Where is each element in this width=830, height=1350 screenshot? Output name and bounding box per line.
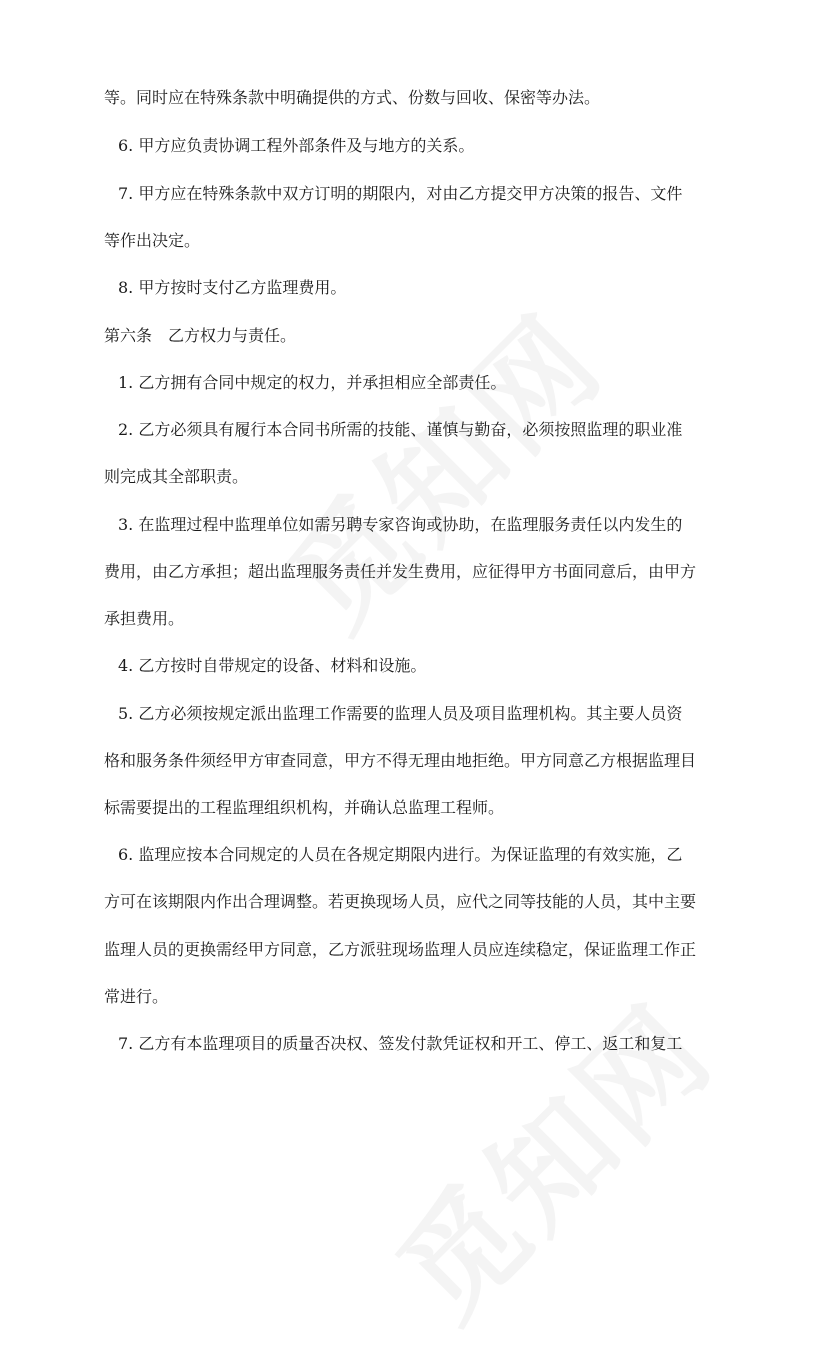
- paragraph-line: 1. 乙方拥有合同中规定的权力，并承担相应全部责任。: [118, 373, 507, 392]
- paragraph-line: 5. 乙方必须按规定派出监理工作需要的监理人员及项目监理机构。其主要人员资: [118, 704, 683, 723]
- paragraph-line: 常进行。: [104, 987, 169, 1006]
- paragraph-line: 则完成其全部职责。: [104, 467, 249, 486]
- paragraph-line: 6. 甲方应负责协调工程外部条件及与地方的关系。: [118, 136, 475, 155]
- paragraph-line: 7. 乙方有本监理项目的质量否决权、签发付款凭证权和开工、停工、返工和复工: [118, 1034, 683, 1053]
- paragraph-line: 4. 乙方按时自带规定的设备、材料和设施。: [118, 656, 427, 675]
- paragraph-line: 3. 在监理过程中监理单位如需另聘专家咨询或协助，在监理服务责任以内发生的: [118, 515, 683, 534]
- watermark: [245, 272, 634, 661]
- paragraph-line: 格和服务条件须经甲方审查同意，甲方不得无理由地拒绝。甲方同意乙方根据监理目: [104, 751, 697, 770]
- paragraph-line: 等。同时应在特殊条款中明确提供的方式、份数与回收、保密等办法。: [104, 88, 601, 107]
- paragraph-line: 6. 监理应按本合同规定的人员在各规定期限内进行。为保证监理的有效实施，乙: [118, 845, 683, 864]
- paragraph-line: 方可在该期限内作出合理调整。若更换现场人员，应代之同等技能的人员，其中主要: [104, 892, 697, 911]
- paragraph-line: 等作出决定。: [104, 231, 201, 250]
- paragraph-line: 承担费用。: [104, 609, 185, 628]
- paragraph-line: 8. 甲方按时支付乙方监理费用。: [118, 278, 347, 297]
- paragraph-line: 7. 甲方应在特殊条款中双方订明的期限内，对由乙方提交甲方决策的报告、文件: [118, 184, 683, 203]
- paragraph-line: 标需要提出的工程监理组织机构，并确认总监理工程师。: [104, 798, 505, 817]
- section-heading: 第六条 乙方权力与责任。: [104, 326, 297, 345]
- watermark: [355, 962, 744, 1350]
- paragraph-line: 费用，由乙方承担；超出监理服务责任并发生费用，应征得甲方书面同意后，由甲方: [104, 562, 697, 581]
- paragraph-line: 监理人员的更换需经甲方同意，乙方派驻现场监理人员应连续稳定，保证监理工作正: [104, 940, 697, 959]
- paragraph-line: 2. 乙方必须具有履行本合同书所需的技能、谨慎与勤奋，必须按照监理的职业准: [118, 420, 683, 439]
